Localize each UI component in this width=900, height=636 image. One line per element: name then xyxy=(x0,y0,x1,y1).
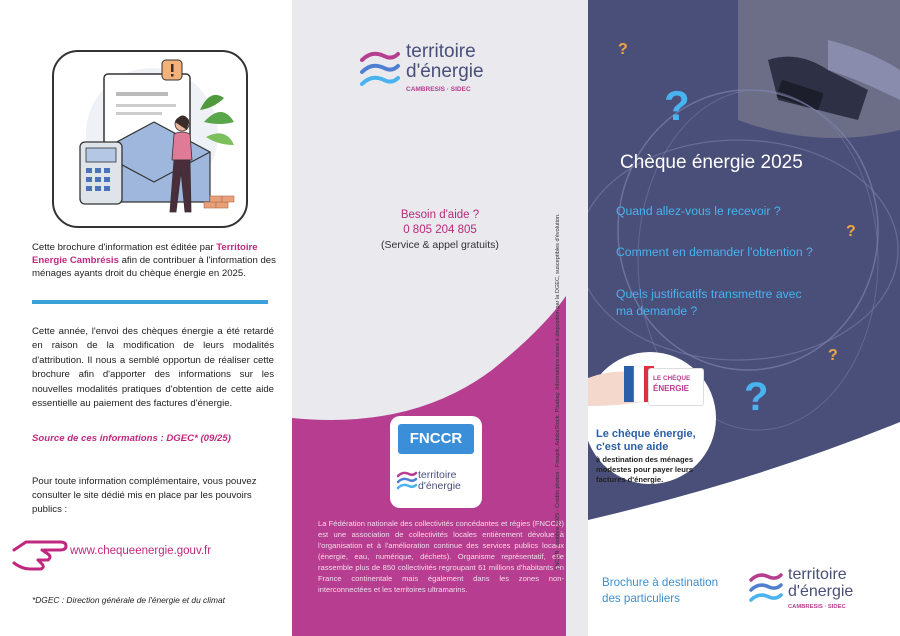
question-2: Comment en demander l'obtention ? xyxy=(616,245,813,259)
logo-subtitle: CAMBRESIS · SIDEC xyxy=(406,86,471,93)
cheque-energie-badge xyxy=(648,368,704,406)
fnccr-label: FNCCR xyxy=(398,424,474,454)
territoire-energie-logo xyxy=(748,564,874,614)
left-panel xyxy=(0,0,292,636)
help-block xyxy=(322,208,558,253)
illustration-card xyxy=(52,50,248,228)
intro-text-end: afin de contribuer à l'information des ménages ayants droit du chèque énergie en 2025. xyxy=(32,255,276,279)
pointing-hand-icon xyxy=(12,528,68,576)
aid-subtitle: à destination des ménages modestes pour payer leurs factures d'énergie. xyxy=(596,455,694,484)
svg-text:?: ? xyxy=(828,347,838,364)
footnote: *DGEC : Direction générale de l'énergie et du climat xyxy=(32,595,225,605)
question-1: Quand allez-vous le recevoir ? xyxy=(616,204,781,218)
publisher-name: Territoire Energie Cambrésis xyxy=(32,242,258,266)
help-phone[interactable]: 0 805 204 805 xyxy=(403,224,477,236)
logo-line2: d'énergie xyxy=(788,583,854,600)
cover-panel xyxy=(588,0,900,636)
svg-text:?: ? xyxy=(618,41,628,58)
body-paragraph: Cette année, l'envoi des chèques énergie a été retardé en raison de la modification de leurs modalités d'attribution. Il nous a semblé opportun de réaliser cette brochure afin d'apporter des informations sur les nouvelles modalités pratiques d'obtention de cette aide essentielle au paiement des factures d'énergie. xyxy=(32,326,274,410)
badge-line2: ÉNERGIE xyxy=(653,384,690,393)
source-note: Source de ces informations : DGEC* (09/25) xyxy=(32,433,231,444)
logo-waves-icon xyxy=(358,46,402,94)
logo-line1: territoire xyxy=(788,566,847,583)
svg-text:?: ? xyxy=(846,223,856,240)
fnccr-description: La Fédération nationale des collectivités concédantes et régies (FNCCR) est une association de collectivités locales entièrement dévolue à l'organisation et à l'amélioration continue des services publics locaux (énergie, eau, numérique, déchets). Organisme représentatif, elle rassemble plus de 850 collectivités regroupant 61 millions d'habitants en France continentale mais également dans les zones non-interconnectées et les territoires ultramarins. xyxy=(318,519,564,594)
middle-panel xyxy=(292,0,588,636)
help-note: (Service & appel gratuits) xyxy=(381,239,499,251)
territoire-energie-logo xyxy=(358,42,528,104)
brochure-audience xyxy=(602,575,718,607)
help-title: Besoin d'aide ? xyxy=(400,209,480,221)
logo-line2: d'énergie xyxy=(406,61,484,82)
fnccr-logo-line1: territoire xyxy=(418,469,457,481)
intro-paragraph xyxy=(32,241,276,280)
intro-text: Cette brochure d'information est éditée par xyxy=(32,242,217,253)
fnccr-logo-card xyxy=(390,416,482,508)
fnccr-logo-line2: d'énergie xyxy=(418,480,461,492)
badge-line1: LE CHÈQUE xyxy=(653,375,691,382)
brochure-line2: des particuliers xyxy=(602,592,680,605)
brochure-line1: Brochure à destination xyxy=(602,576,719,589)
website-link[interactable]: www.chequeenergie.gouv.fr xyxy=(70,545,212,557)
vertical-credits-text: FNCCR - octobre 2025 - Crédits photos : Freepik, AdobeStock, Pixabay. Informations mises à disposition par la DGEC, susceptibles d'évolution. xyxy=(555,213,561,570)
svg-text:?: ? xyxy=(664,82,690,129)
aid-title: Le chèque énergie, c'est une aide xyxy=(596,428,696,453)
logo-waves-icon xyxy=(396,468,418,494)
logo-subtitle: CAMBRESIS · SIDEC xyxy=(788,604,846,610)
cover-title: Chèque énergie 2025 xyxy=(620,152,803,173)
aid-description xyxy=(596,428,714,485)
more-info-paragraph: Pour toute information complémentaire, vous pouvez consulter le site dédié mis en place par les pouvoirs publics : xyxy=(32,476,257,515)
svg-text:?: ? xyxy=(744,375,769,419)
woman-reading-bill-illustration xyxy=(54,52,248,228)
divider xyxy=(32,300,268,304)
logo-line1: territoire xyxy=(406,41,476,62)
question-3: Quels justificatifs transmettre avec ma demande ? xyxy=(616,287,802,318)
logo-waves-icon xyxy=(748,568,784,608)
vertical-credits xyxy=(555,90,565,570)
